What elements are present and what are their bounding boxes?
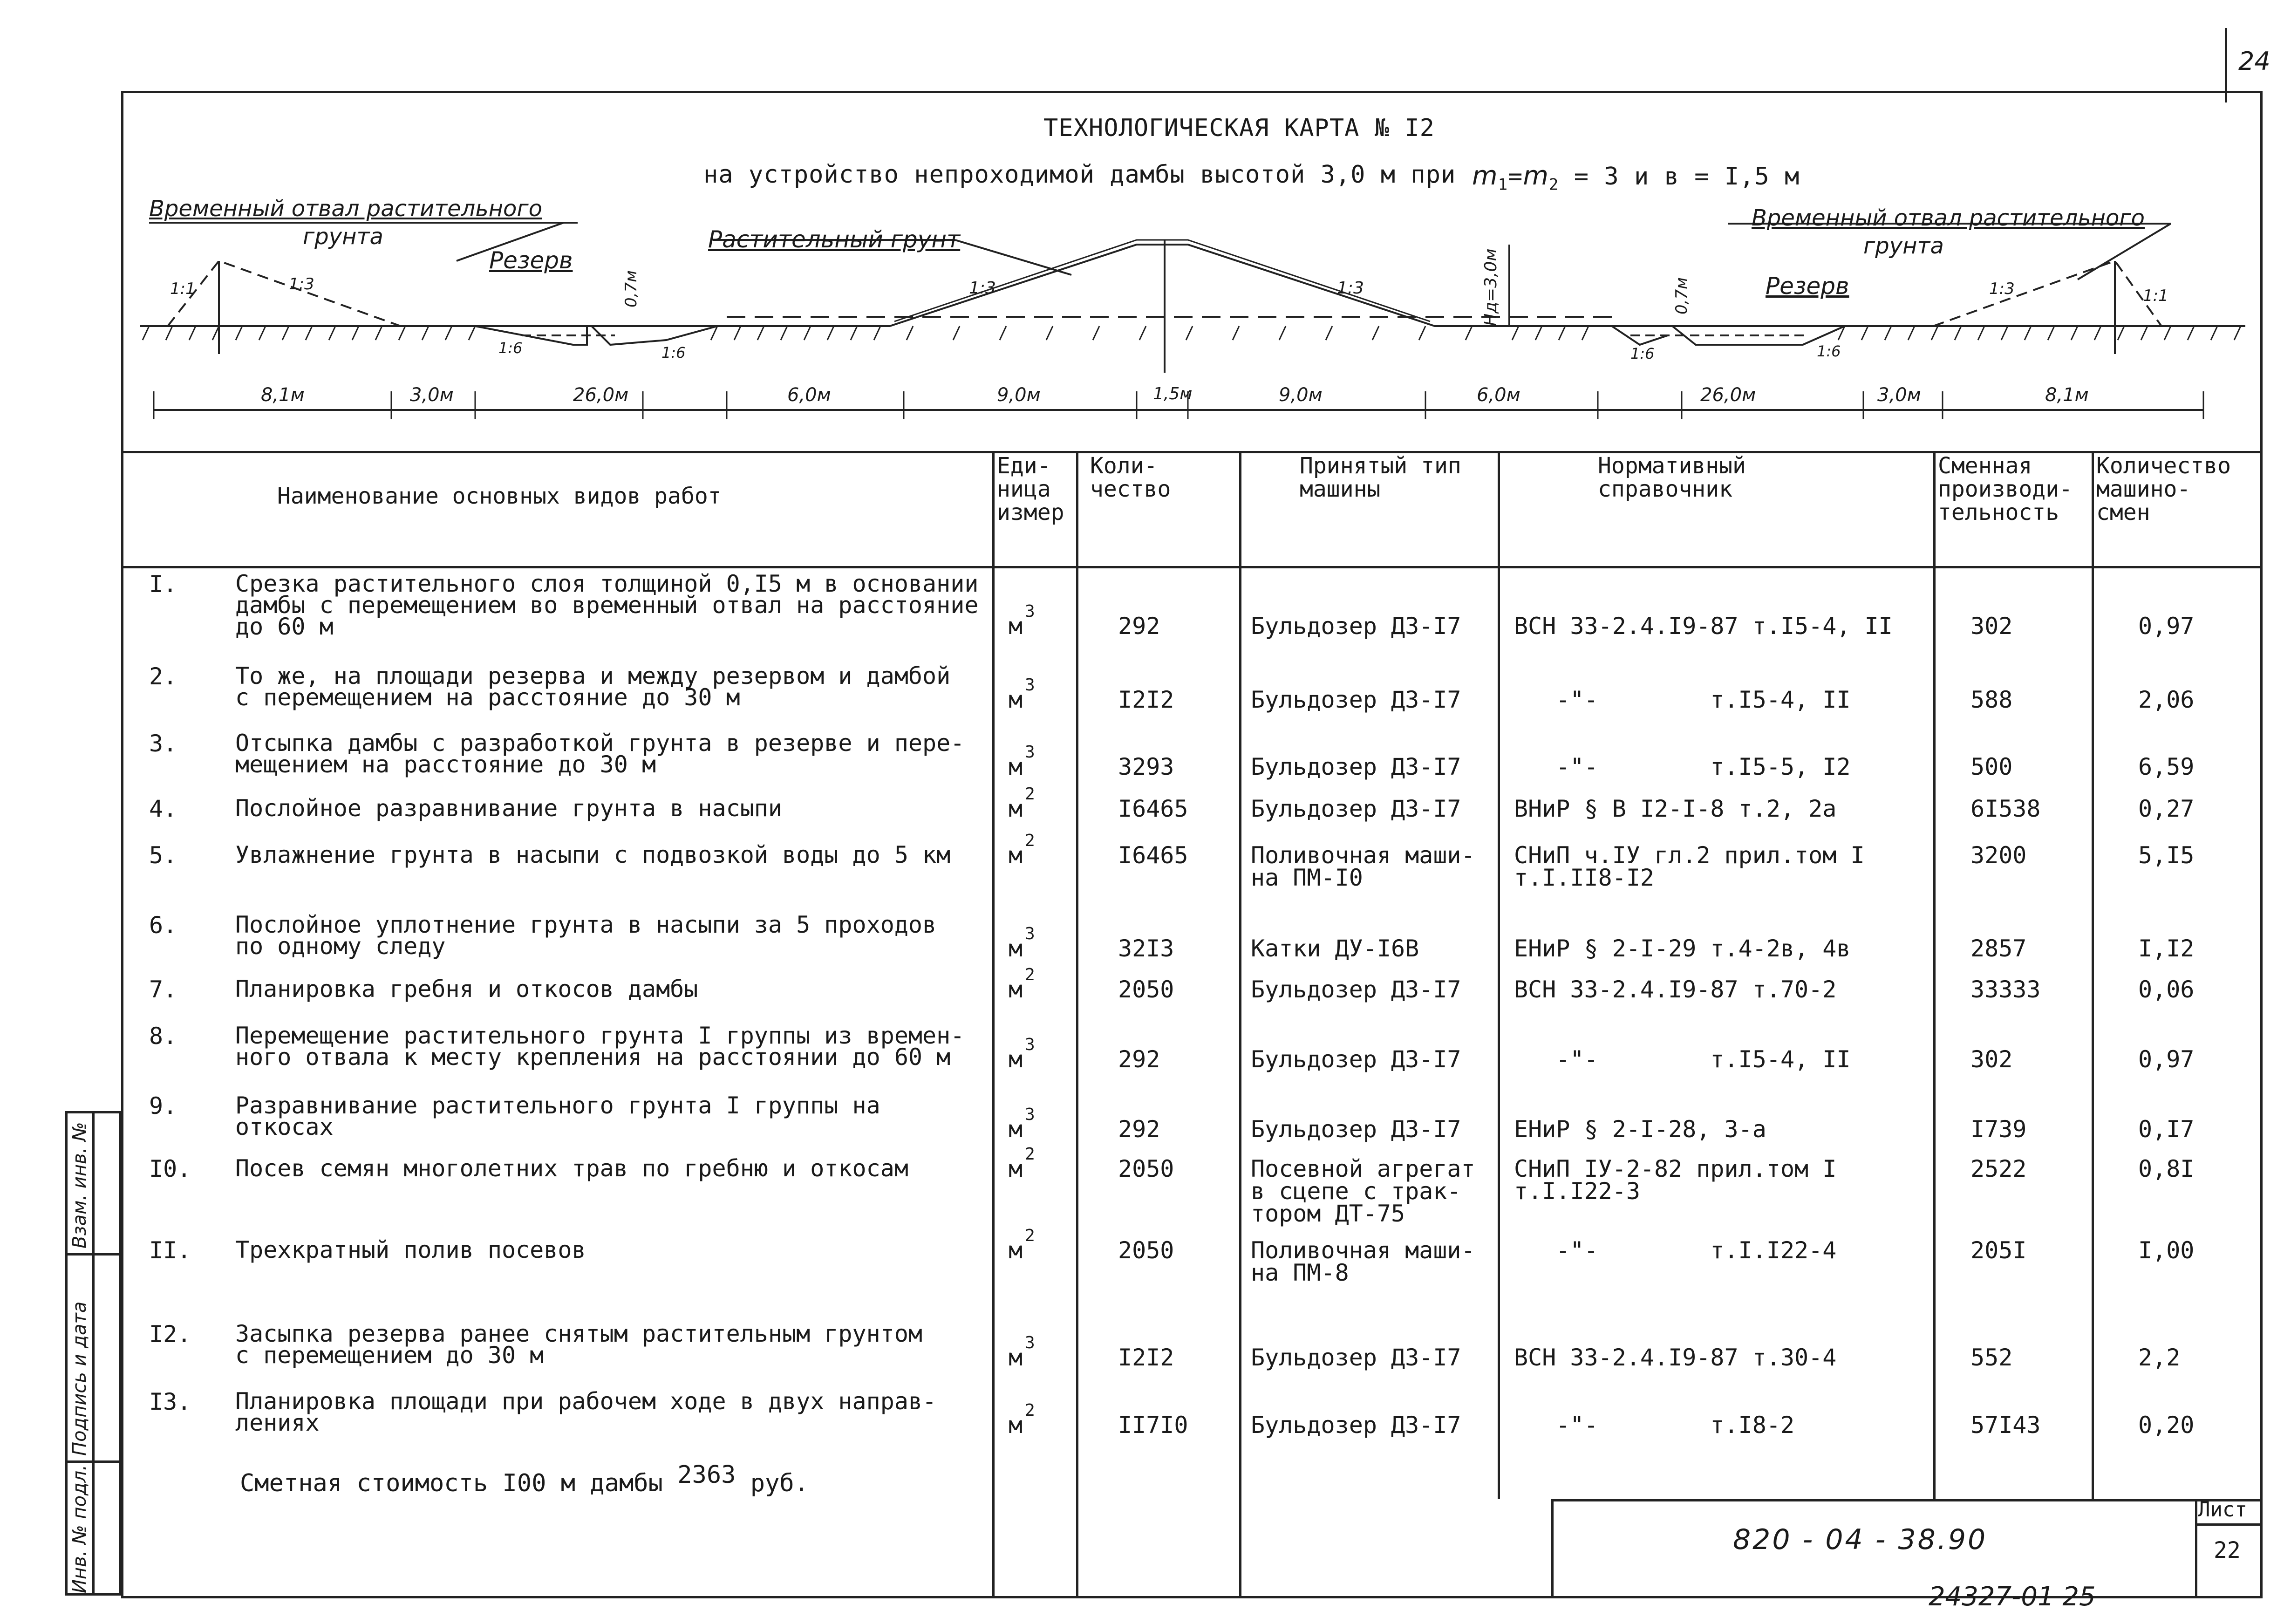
row-unit: м [1009,1344,1023,1371]
dimension-label: 6,0м [787,384,831,406]
row-work-name: Срезка растительного слоя толщиной 0,I5 м в основании дамбы с перемещением во временный отвал на расстояние до 60 м [235,570,979,640]
side-stamp-line [65,1460,121,1463]
row-number: II. [149,1237,191,1264]
row-work-name: Отсыпка дамбы с разработкой грунта в резерве и пере- мещением на расстояние до 30 м [235,730,965,778]
col-header-qty: Коли- чество [1090,453,1171,502]
row-productivity: 552 [1970,1344,2013,1371]
stamp-inv-original: Инв. № подл. [69,1465,90,1593]
row-unit-exponent: 2 [1025,965,1035,984]
row-machine-shifts: 6,59 [2138,753,2195,780]
row-unit-exponent: 3 [1025,676,1035,695]
table-header-line [121,566,2263,568]
row-machine-shifts: 0,8I [2138,1155,2195,1182]
row-unit-exponent: 2 [1025,1145,1035,1164]
row-quantity: 32I3 [1118,935,1174,962]
row-unit-exponent: 3 [1025,924,1035,943]
col-header-machine-shifts: Количество машино- смен [2096,453,2231,525]
dimension-label: 1,5м [1153,384,1193,403]
row-productivity: 6I538 [1970,795,2041,822]
estimate-cost [240,1461,809,1497]
row-number: I. [149,571,177,598]
row-reference: ВСН 33-2.4.I9-87 т.I5-4, II [1514,613,1893,640]
row-unit: м [1009,795,1023,822]
row-number: 3. [149,730,177,757]
row-number: 6. [149,912,177,939]
row-work-name: Перемещение растительного грунта I группы из времен- ного отвала к месту крепления на расстоянии до 60 м [235,1022,965,1071]
cost-unit: руб. [750,1469,809,1497]
sheet-label: Лист [2198,1498,2247,1522]
row-work-name: То же, на площади резерва и между резервом и дамбой с перемещением на расстояние до 30 м [235,662,951,711]
label-right-dump-1: Временный отвал растительного [1752,205,2145,231]
row-number: 9. [149,1092,177,1119]
slope-label: 1:1 [2143,287,2168,305]
row-work-name: Разравнивание растительного грунта I группы на откосах [235,1092,880,1140]
row-productivity: 588 [1970,686,2013,713]
row-machine-shifts: 2,06 [2138,686,2195,713]
row-work-name: Планировка гребня и откосов дамбы [235,976,698,1003]
page-title: ТЕХНОЛОГИЧЕСКАЯ КАРТА № I2 [1043,114,1435,142]
row-machine-shifts: I,I2 [2138,935,2195,962]
row-unit-exponent: 2 [1025,1226,1035,1245]
row-unit-exponent: 3 [1025,743,1035,762]
col-divider [1933,451,1936,1499]
row-reference: ВСН 33-2.4.I9-87 т.70-2 [1514,976,1837,1003]
label-left-dump-2: грунта [303,224,383,250]
row-machine: Катки ДУ-I6В [1251,935,1419,962]
row-number: 4. [149,795,177,822]
row-quantity: I2I2 [1118,686,1174,713]
row-unit: м [1009,1237,1023,1264]
slope-label: 1:3 [1989,280,2015,298]
row-quantity: 2050 [1118,1155,1174,1182]
label-depth-right: 0,7м [1672,277,1691,314]
cost-value: 2363 [677,1461,736,1489]
col-header-unit: Еди- ница измер [997,453,1064,525]
row-productivity: 57I43 [1970,1412,2041,1439]
row-quantity: I6465 [1118,842,1188,869]
row-quantity: 2050 [1118,976,1174,1003]
row-unit: м [1009,686,1023,713]
slope-label: 1:6 [1817,342,1841,360]
doc-code: 820 - 04 - 38.90 [1733,1523,1988,1556]
row-productivity: 302 [1970,1046,2013,1073]
row-unit: м [1009,1412,1023,1439]
row-productivity: 500 [1970,753,2013,780]
row-unit: м [1009,976,1023,1003]
row-reference: ВНиР § В I2-I-8 т.2, 2а [1514,795,1837,822]
row-quantity: 3293 [1118,753,1174,780]
slope-label: 1:6 [498,339,523,357]
row-work-name: Послойное разравнивание грунта в насыпи [235,795,782,822]
stamp-replace-inv: Взам. инв. № [69,1122,90,1249]
row-number: I0. [149,1155,191,1182]
dimension-label: 3,0м [410,384,454,406]
col-divider [1239,451,1241,1596]
label-topsoil: Растительный грунт [708,226,961,253]
row-reference: СНиП ч.IУ гл.2 прил.том I т.I.II8-I2 [1514,842,1865,891]
row-machine: Бульдозер ДЗ-I7 [1251,976,1461,1003]
page-subtitle: на устройство непроходимой дамбы высотой 3,0 м при [703,161,1456,189]
page-number-top: 24 [2238,47,2270,76]
row-quantity: I6465 [1118,795,1188,822]
col-header-machine: Принятый тип машины [1300,453,1461,502]
label-right-dump-2: грунта [1863,233,1944,259]
row-machine-shifts: 0,06 [2138,976,2195,1003]
dimension-label: 26,0м [1700,384,1756,406]
row-machine: Бульдозер ДЗ-I7 [1251,1116,1461,1143]
row-unit-exponent: 3 [1025,1035,1035,1054]
slope-label: 1:3 [289,275,314,293]
row-work-name: Засыпка резерва ранее снятым растительным грунтом с перемещением до 30 м [235,1320,923,1369]
row-unit: м [1009,842,1023,869]
row-reference: -"- т.I5-4, II [1514,686,1851,713]
row-productivity: 2857 [1970,935,2027,962]
sheet-number: 22 [2214,1537,2241,1563]
row-productivity: 205I [1970,1237,2027,1264]
col-divider [1498,451,1500,1499]
row-machine: Бульдозер ДЗ-I7 [1251,1344,1461,1371]
row-machine-shifts: I,00 [2138,1237,2195,1264]
label-left-dump-1: Временный отвал растительного [149,196,542,222]
slope-label: 1:6 [661,344,686,362]
col-header-productivity: Сменная производи- тельность [1938,453,2073,525]
row-number: 7. [149,976,177,1003]
col-divider [2092,451,2094,1499]
subtitle-formula: $m_1=m_2 = 3$ и в = I,5 м [1472,161,1800,194]
row-machine: Посевной агрегат в сцепе с трак- тором ДТ-75 [1251,1155,1475,1227]
slope-label: 1:3 [1337,279,1364,298]
subtitle-params: = 3 и в = I,5 м [1574,163,1800,191]
row-unit-exponent: 2 [1025,1401,1035,1420]
stamp-left-line [1551,1499,1554,1598]
row-unit: м [1009,935,1023,962]
row-unit-exponent: 3 [1025,1105,1035,1124]
row-productivity: 33333 [1970,976,2041,1003]
row-machine: Бульдозер ДЗ-I7 [1251,613,1461,640]
row-reference: ВСН 33-2.4.I9-87 т.30-4 [1514,1344,1837,1371]
row-machine: Бульдозер ДЗ-I7 [1251,686,1461,713]
row-quantity: 292 [1118,1116,1160,1143]
row-unit: м [1009,1046,1023,1073]
dimension-label: 9,0м [1279,384,1323,406]
stamp-sheet-divider [2195,1499,2197,1598]
dimension-label: 26,0м [573,384,629,406]
row-reference: ЕНиР § 2-I-29 т.4-2в, 4в [1514,935,1851,962]
row-machine-shifts: 0,20 [2138,1412,2195,1439]
row-reference: -"- т.I5-4, II [1514,1046,1851,1073]
row-machine-shifts: 0,97 [2138,613,2195,640]
row-unit-exponent: 3 [1025,602,1035,621]
col-header-name: Наименование основных видов работ [277,483,722,509]
label-reserve-left: Резерв [489,247,573,274]
side-stamp-line [65,1253,121,1256]
row-machine-shifts: 0,I7 [2138,1116,2195,1143]
stamp-top-line [1551,1499,2263,1501]
row-productivity: I739 [1970,1116,2027,1143]
row-reference: -"- т.I8-2 [1514,1412,1795,1439]
row-productivity: 3200 [1970,842,2027,869]
row-number: 8. [149,1023,177,1050]
row-number: 2. [149,663,177,690]
row-machine: Бульдозер ДЗ-I7 [1251,1412,1461,1439]
row-unit: м [1009,753,1023,780]
row-work-name: Послойное уплотнение грунта в насыпи за 5 проходов по одному следу [235,911,937,960]
row-unit: м [1009,1155,1023,1182]
slope-label: 1:3 [969,279,996,298]
dimension-label: 8,1м [2045,384,2089,406]
row-machine: Бульдозер ДЗ-I7 [1251,795,1461,822]
row-machine: Поливочная маши- на ПМ-8 [1251,1237,1475,1286]
row-unit-exponent: 2 [1025,785,1035,804]
row-number: I3. [149,1388,191,1415]
row-quantity: 292 [1118,613,1160,640]
row-machine-shifts: 5,I5 [2138,842,2195,869]
row-unit: м [1009,613,1023,640]
row-number: I2. [149,1321,191,1348]
row-quantity: 292 [1118,1046,1160,1073]
row-work-name: Трехкратный полив посевов [235,1236,586,1263]
row-machine-shifts: 2,2 [2138,1344,2181,1371]
row-productivity: 302 [1970,613,2013,640]
archive-code: 24327-01 25 [1929,1582,2096,1612]
row-machine: Бульдозер ДЗ-I7 [1251,753,1461,780]
row-work-name: Увлажнение грунта в насыпи с подвозкой воды до 5 км [235,841,951,868]
row-reference: СНиП IУ-2-82 прил.том I т.I.I22-3 [1514,1155,1837,1205]
label-reserve-right: Резерв [1766,273,1849,300]
dimension-label: 9,0м [997,384,1041,406]
dimension-label: 8,1м [261,384,305,406]
col-divider [992,451,995,1596]
row-quantity: 2050 [1118,1237,1174,1264]
row-reference: ЕНиР § 2-I-28, 3-а [1514,1116,1766,1143]
dimension-label: 6,0м [1477,384,1520,406]
row-unit-exponent: 2 [1025,831,1035,850]
row-machine: Поливочная маши- на ПМ-I0 [1251,842,1475,891]
row-machine: Бульдозер ДЗ-I7 [1251,1046,1461,1073]
row-reference: -"- т.I5-5, I2 [1514,753,1851,780]
row-quantity: II7I0 [1118,1412,1188,1439]
row-unit: м [1009,1116,1023,1143]
row-work-name: Посев семян многолетних трав по гребню и откосам [235,1155,908,1182]
row-quantity: I2I2 [1118,1344,1174,1371]
row-number: 5. [149,842,177,869]
dimension-label: 3,0м [1877,384,1921,406]
col-divider [1076,451,1078,1596]
row-machine-shifts: 0,27 [2138,795,2195,822]
stamp-sheet-line [2195,1523,2263,1526]
side-stamp-divider [92,1111,95,1596]
label-dam-height: Нд=3,0м [1481,248,1500,326]
slope-label: 1:1 [170,280,196,298]
slope-label: 1:6 [1630,345,1655,362]
col-header-ref: Нормативный справочник [1598,453,1746,502]
cost-label: Сметная стоимость I00 м дамбы [240,1469,663,1497]
label-depth-left: 0,7м [622,270,641,307]
row-unit-exponent: 3 [1025,1333,1035,1352]
stamp-signature-date: Подпись и дата [69,1301,90,1456]
row-productivity: 2522 [1970,1155,2027,1182]
row-machine-shifts: 0,97 [2138,1046,2195,1073]
row-reference: -"- т.I.I22-4 [1514,1237,1837,1264]
row-work-name: Планировка площади при рабочем ходе в двух направ- лениях [235,1388,937,1436]
